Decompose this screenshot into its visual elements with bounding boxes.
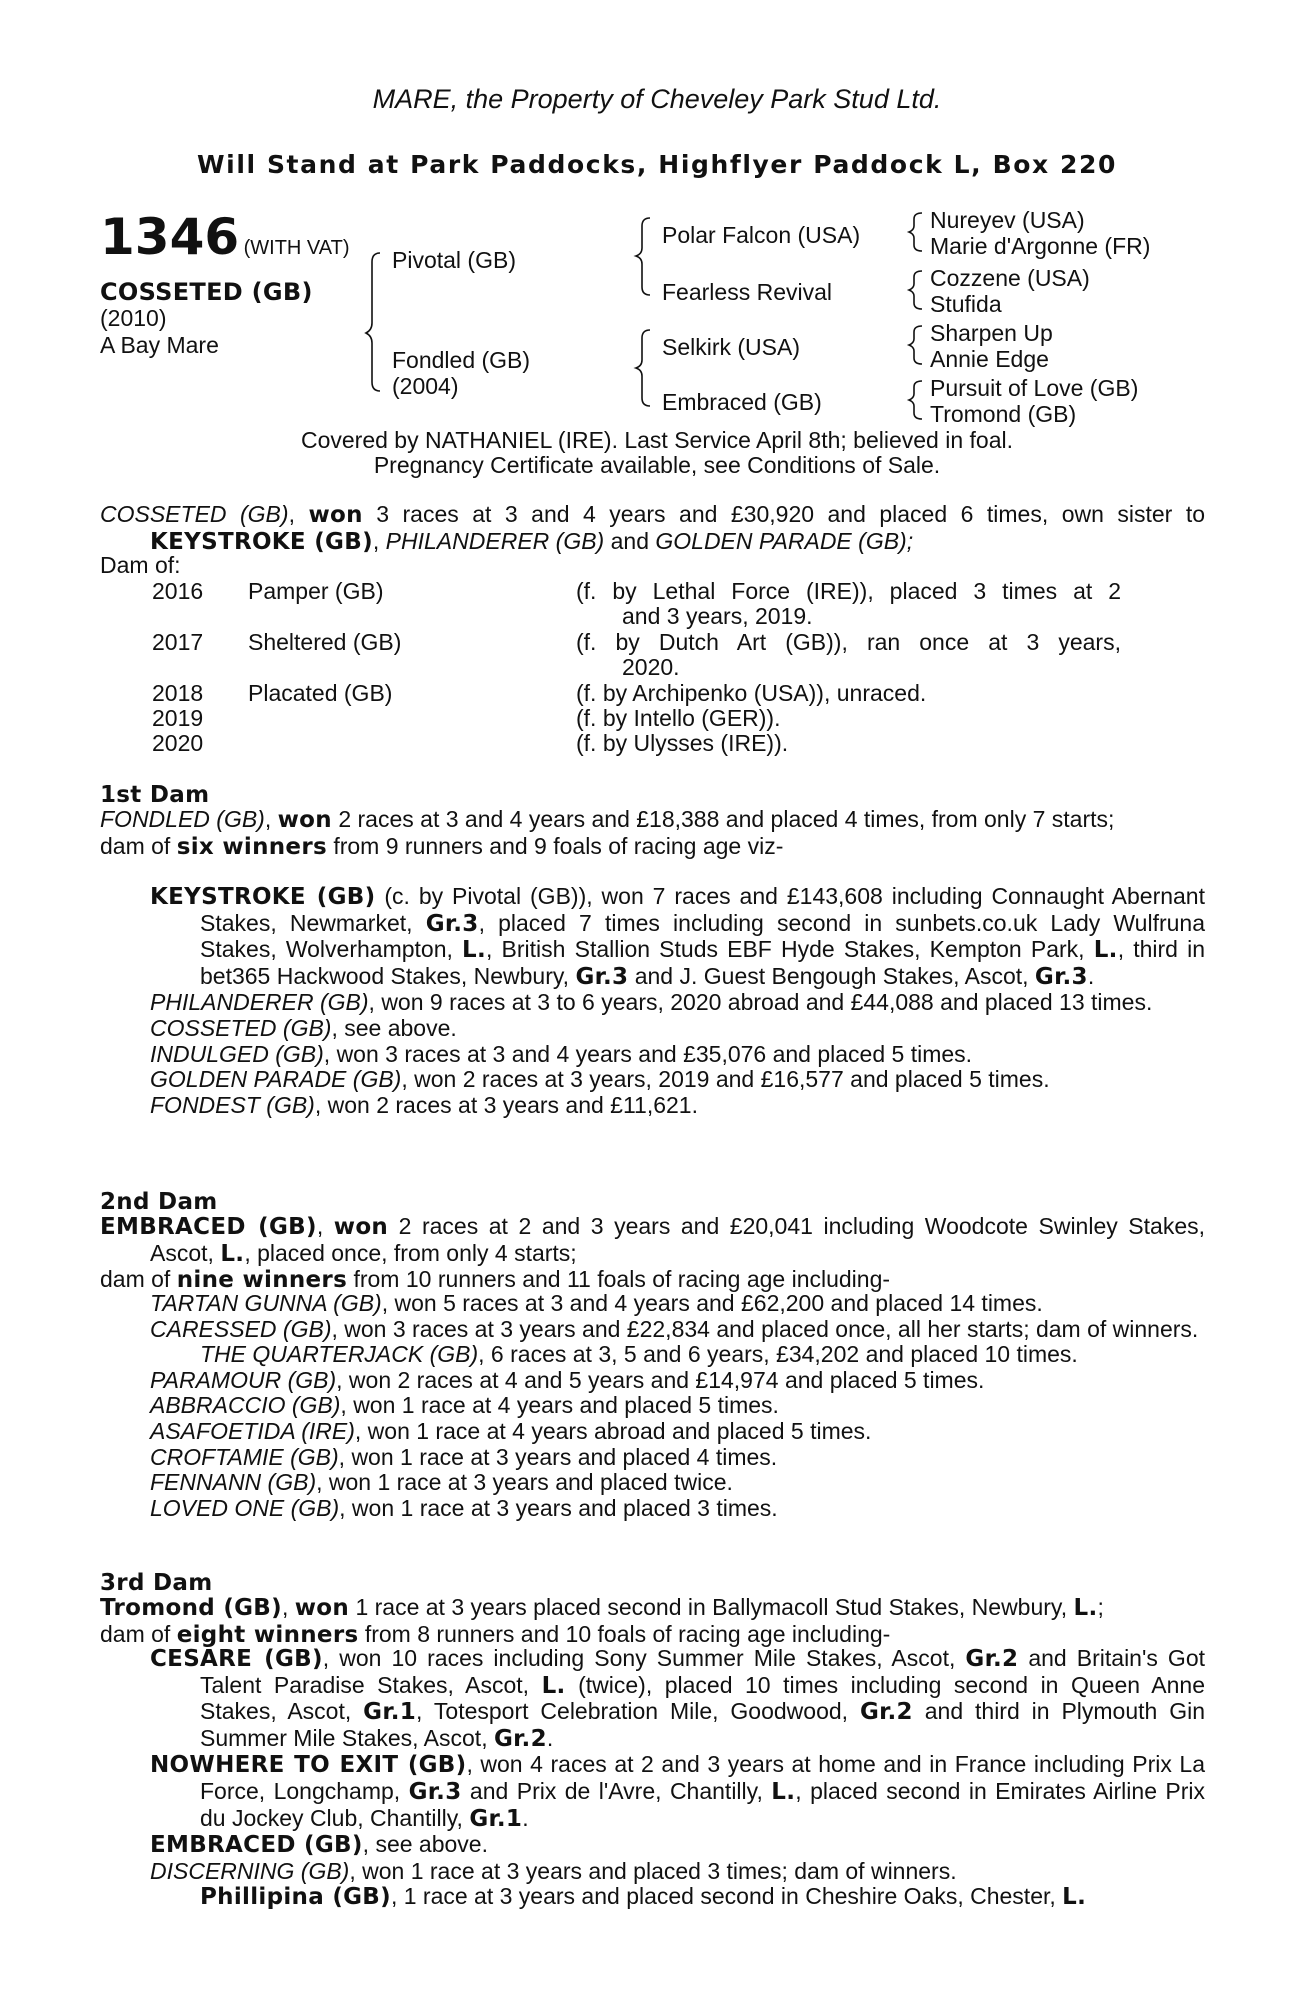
produce-name: Placated (GB) bbox=[248, 680, 393, 706]
produce-entry-name: CESARE (GB) bbox=[150, 1646, 323, 1672]
winners-count: nine winners bbox=[176, 1267, 348, 1294]
produce-entry: TARTAN GUNNA (GB), won 5 races at 3 and 4 years and £62,200 and placed 14 times. bbox=[150, 1290, 1043, 1316]
dam-name: Tromond (GB) bbox=[100, 1595, 282, 1621]
pedigree-braces bbox=[0, 0, 1314, 440]
pregnancy-line: Pregnancy Certificate available, see Conditions of Sale. bbox=[373, 452, 941, 478]
produce-entry: ASAFOETIDA (IRE), won 1 race at 4 years abroad and placed 5 times. bbox=[150, 1417, 872, 1444]
produce-detail: (f. by Intello (GER)). bbox=[576, 705, 781, 731]
intro-sister-3: GOLDEN PARADE (GB); bbox=[655, 527, 914, 554]
intro-won: won bbox=[308, 502, 363, 528]
second-dam-heading: 2nd Dam bbox=[100, 1189, 218, 1215]
won-label: won bbox=[294, 1595, 350, 1621]
produce-entry: DISCERNING (GB), won 1 race at 3 years and placed 3 times; dam of winners. bbox=[150, 1857, 957, 1884]
produce-detail: (f. by Archipenko (USA)), unraced. bbox=[576, 680, 927, 706]
produce-entry-name: PHILANDERER (GB) bbox=[150, 989, 369, 1016]
pedigree-sire: Pivotal (GB) bbox=[392, 247, 516, 273]
produce-entry: LOVED ONE (GB), won 1 race at 3 years and placed 3 times. bbox=[150, 1494, 778, 1521]
produce-entry: CARESSED (GB), won 3 races at 3 years and £22,834 and placed once, all her starts; dam of winners. bbox=[150, 1315, 1199, 1342]
winners-count: six winners bbox=[176, 833, 327, 860]
first-dam-heading: 1st Dam bbox=[100, 782, 210, 808]
produce-year: 2016 bbox=[152, 578, 204, 604]
intro-and: and bbox=[604, 527, 656, 554]
intro-sister-1: KEYSTROKE (GB) bbox=[150, 528, 373, 555]
produce-year: 2018 bbox=[152, 680, 204, 706]
produce-entry-name: CARESSED (GB) bbox=[150, 1315, 332, 1342]
produce-year: 2020 bbox=[152, 730, 204, 756]
produce-detail-cont: and 3 years, 2019. bbox=[622, 603, 813, 629]
page-title: MARE, the Property of Cheveley Park Stud Ltd. bbox=[372, 84, 942, 114]
third-dam-heading: 3rd Dam bbox=[100, 1570, 213, 1596]
produce-entry: CROFTAMIE (GB), won 1 race at 3 years and placed 4 times. bbox=[150, 1443, 778, 1470]
intro-name: COSSETED (GB) bbox=[100, 501, 289, 527]
produce-year: 2017 bbox=[152, 629, 204, 655]
horse-year: (2010) bbox=[100, 305, 167, 331]
pedigree-dam-dam: Embraced (GB) bbox=[662, 389, 822, 415]
produce-entry-name: COSSETED (GB) bbox=[150, 1014, 332, 1041]
produce-entry: KEYSTROKE (GB) (c. by Pivotal (GB)), won 7 races and £143,608 including Connaught Abernant Stakes, Newmarket, Gr.3, placed 7 times including second in sunbets.co.uk Lady Wulfruna Stakes, Wolverhampton, L., British Stallion Studs EBF Hyde Stakes, Kempton Park, L., third in bet365 Hackwood Stakes, Newbury, Gr.3 and J. Guest Bengough Stakes, Ascot, Gr.3. bbox=[150, 883, 1206, 990]
horse-name: COSSETED (GB) bbox=[100, 278, 313, 306]
produce-detail-cont: 2020. bbox=[622, 654, 680, 680]
winners-count: eight winners bbox=[176, 1621, 359, 1648]
produce-entry: INDULGED (GB), won 3 races at 3 and 4 years and £35,076 and placed 5 times. bbox=[150, 1040, 973, 1067]
second-dam-section: EMBRACED (GB), won 2 races at 2 and 3 years and £20,041 including Woodcote Swinley Stakes, Ascot, L., placed once, from only 4 starts; dam of nine winners from 10 runners and 11 foals of racing age including- bbox=[100, 1213, 1205, 1294]
pedigree-ssd: Marie d'Argonne (FR) bbox=[930, 233, 1151, 259]
produce-entry-name: ABBRACCIO (GB) bbox=[150, 1392, 341, 1419]
produce-entry-name: FENNANN (GB) bbox=[150, 1469, 317, 1496]
covered-line: Covered by NATHANIEL (IRE). Last Service April 8th; believed in foal. bbox=[300, 427, 1014, 453]
produce-entry-name: THE QUARTERJACK (GB) bbox=[200, 1341, 479, 1368]
produce-entry: FENNANN (GB), won 1 race at 3 years and placed twice. bbox=[150, 1469, 733, 1496]
produce-detail: (f. by Lethal Force (IRE)), placed 3 times at 2 bbox=[576, 578, 1121, 604]
produce-entry: CESARE (GB), won 10 races including Sony Summer Mile Stakes, Ascot, Gr.2 and Britain's Got Talent Paradise Stakes, Ascot, L. (twice), placed 10 times including second in Queen Anne Stakes, Ascot, Gr.1, Totesport Celebration Mile, Goodwood, Gr.2 and third in Plymouth Gin Summer Mile Stakes, Ascot, Gr.2. bbox=[150, 1645, 1206, 1752]
produce-entry-name: DISCERNING (GB) bbox=[150, 1857, 350, 1884]
vat-note: (WITH VAT) bbox=[243, 237, 350, 259]
produce-entry-name: Phillipina (GB) bbox=[200, 1884, 391, 1911]
pedigree-dam: Fondled (GB) bbox=[392, 347, 531, 373]
intro-paragraph: COSSETED (GB), won 3 races at 3 and 4 years and £30,920 and placed 6 times, own sister to KEYSTROKE (GB), PHILANDERER (GB) and GOLDEN PARADE (GB); bbox=[100, 501, 1206, 555]
pedigree-sire-dam: Fearless Revival bbox=[662, 279, 832, 305]
horse-description: A Bay Mare bbox=[100, 332, 219, 358]
produce-detail: (f. by Ulysses (IRE)). bbox=[576, 730, 789, 756]
produce-detail: (f. by Dutch Art (GB)), ran once at 3 years, bbox=[576, 629, 1121, 655]
intro-sister-2: PHILANDERER (GB) bbox=[385, 527, 605, 554]
produce-entry-name: INDULGED (GB) bbox=[150, 1040, 324, 1067]
dam-of-text: from 9 runners and 9 foals of racing age viz- bbox=[326, 832, 784, 859]
third-dam-produce bbox=[150, 1646, 1205, 1911]
produce-entry: NOWHERE TO EXIT (GB), won 4 races at 2 and 3 years at home and in France including Prix La Force, Longchamp, Gr.3 and Prix de l'Avre, Chantilly, L., placed second in Emirates Airline Prix du Jockey Club, Chantilly, Gr.1. bbox=[150, 1751, 1206, 1832]
produce-entry-name: KEYSTROKE (GB) bbox=[150, 884, 376, 910]
pedigree-dam-sire: Selkirk (USA) bbox=[662, 334, 801, 360]
first-dam-produce bbox=[150, 884, 1205, 1118]
produce-name: Sheltered (GB) bbox=[248, 629, 402, 655]
produce-entry: COSSETED (GB), see above. bbox=[150, 1014, 457, 1041]
produce-entry: PHILANDERER (GB), won 9 races at 3 to 6 years, 2020 abroad and £44,088 and placed 13 times. bbox=[150, 989, 1153, 1016]
won-label: won bbox=[333, 1214, 389, 1240]
produce-entry-sub: Phillipina (GB), 1 race at 3 years and placed second in Cheshire Oaks, Chester, L. bbox=[200, 1883, 1087, 1911]
first-dam-section: FONDLED (GB), won 2 races at 3 and 4 years and £18,388 and placed 4 times, from only 7 starts; dam of six winners from 9 runners and 9 foals of racing age viz- bbox=[100, 806, 1115, 860]
second-dam-produce bbox=[150, 1291, 1205, 1521]
produce-entry-name: LOVED ONE (GB) bbox=[150, 1494, 340, 1521]
produce-entry-sub: THE QUARTERJACK (GB), 6 races at 3, 5 and 6 years, £34,202 and placed 10 times. bbox=[200, 1341, 1078, 1368]
produce-entry: FONDEST (GB), won 2 races at 3 years and £11,621. bbox=[150, 1091, 698, 1118]
dam-of-label: Dam of: bbox=[100, 552, 181, 578]
pedigree-dsd: Annie Edge bbox=[930, 346, 1049, 372]
intro-text: 3 races at 3 and 4 years and £30,920 and placed 6 times, own sister to bbox=[362, 501, 1206, 527]
pedigree-sds: Cozzene (USA) bbox=[930, 265, 1090, 291]
produce-entry-name: EMBRACED (GB) bbox=[150, 1832, 363, 1859]
won-label: won bbox=[277, 807, 332, 833]
produce-year: 2019 bbox=[152, 705, 204, 731]
produce-entry-name: TARTAN GUNNA (GB) bbox=[150, 1290, 382, 1316]
pedigree-ddd: Tromond (GB) bbox=[930, 401, 1077, 427]
produce-entry: GOLDEN PARADE (GB), won 2 races at 3 years, 2019 and £16,577 and placed 5 times. bbox=[150, 1066, 1050, 1093]
produce-entry-name: CROFTAMIE (GB) bbox=[150, 1443, 339, 1470]
produce-entry-name: FONDEST (GB) bbox=[150, 1091, 315, 1118]
pedigree-dds: Pursuit of Love (GB) bbox=[930, 375, 1139, 401]
produce-entry: PARAMOUR (GB), won 2 races at 4 and 5 years and £14,974 and placed 5 times. bbox=[150, 1366, 985, 1393]
dam-record: 2 races at 3 and 4 years and £18,388 and placed 4 times, from only 7 starts; bbox=[331, 806, 1115, 832]
lot-number: 1346 bbox=[100, 208, 240, 266]
pedigree-dss: Sharpen Up bbox=[930, 320, 1053, 346]
pedigree-dam-year: (2004) bbox=[392, 373, 459, 399]
produce-entry-name: PARAMOUR (GB) bbox=[150, 1366, 337, 1393]
stand-location: Will Stand at Park Paddocks, Highflyer Paddock L, Box 220 bbox=[196, 150, 1118, 179]
produce-entry: EMBRACED (GB), see above. bbox=[150, 1831, 488, 1859]
pedigree-sss: Nureyev (USA) bbox=[930, 207, 1085, 233]
produce-name: Pamper (GB) bbox=[248, 578, 384, 604]
third-dam-section: Tromond (GB), won 1 race at 3 years placed second in Ballymacoll Stud Stakes, Newbury, L.; dam of eight winners from 8 runners and 10 foals of racing age including- bbox=[100, 1594, 1104, 1648]
dam-name: FONDLED (GB) bbox=[100, 806, 265, 832]
produce-entry: ABBRACCIO (GB), won 1 race at 4 years and placed 5 times. bbox=[150, 1392, 779, 1419]
dam-of-text: dam of bbox=[100, 832, 177, 859]
pedigree-sdd: Stufida bbox=[930, 291, 1002, 317]
produce-entry-name: NOWHERE TO EXIT (GB) bbox=[150, 1752, 467, 1779]
pedigree-sire-sire: Polar Falcon (USA) bbox=[662, 222, 861, 248]
dam-name: EMBRACED (GB) bbox=[100, 1214, 317, 1240]
produce-entry-name: ASAFOETIDA (IRE) bbox=[150, 1417, 355, 1444]
produce-entry-name: GOLDEN PARADE (GB) bbox=[150, 1066, 402, 1093]
